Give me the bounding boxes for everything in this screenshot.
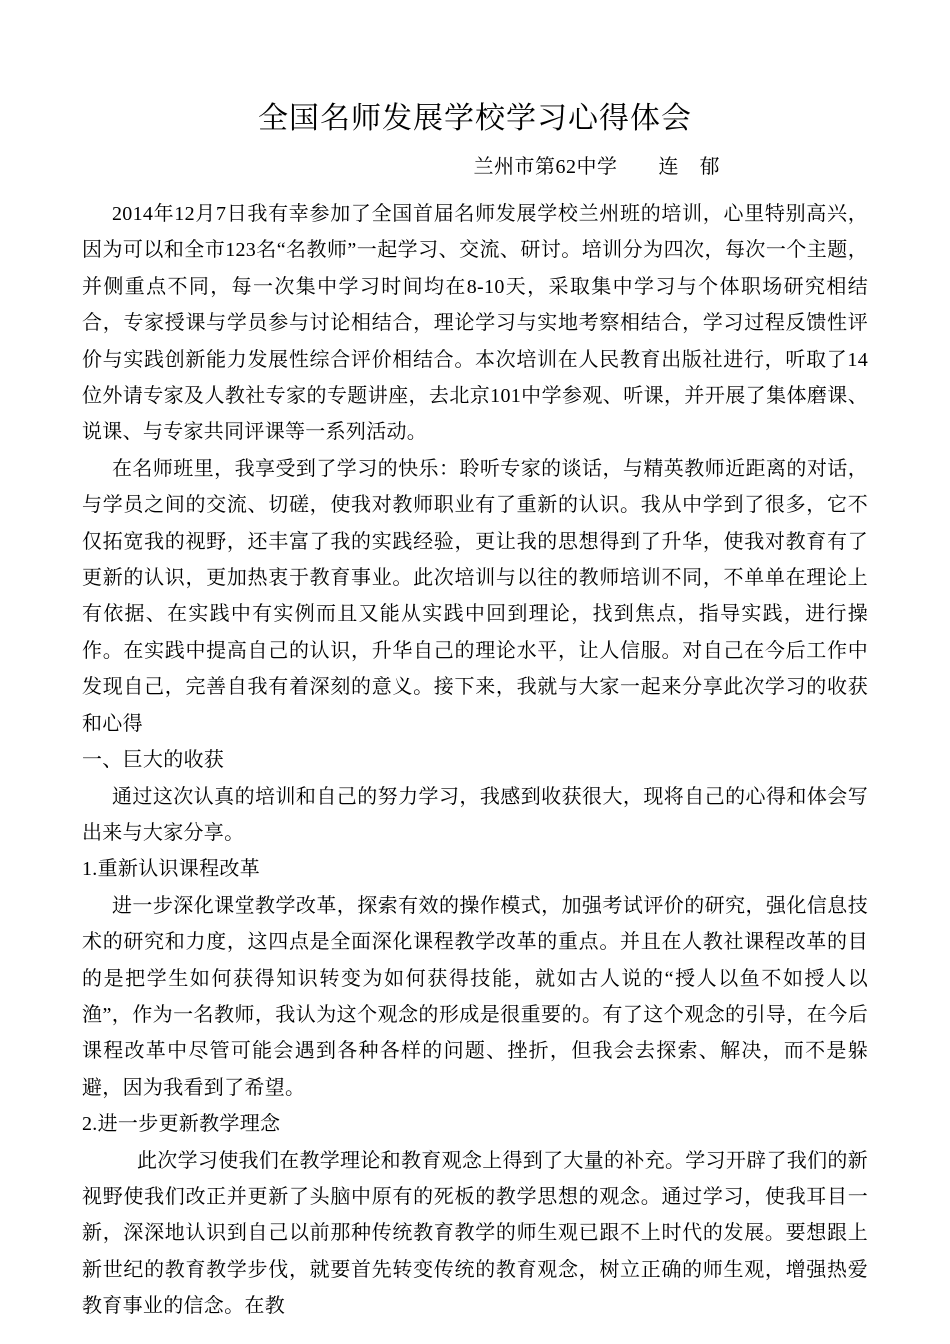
section-heading: 2.进一步更新教学理念 xyxy=(82,1113,281,1136)
byline: 兰州市第62中学 连 郁 xyxy=(473,156,720,178)
document-body xyxy=(82,196,868,1325)
paragraph: 2014年12月7日我有幸参加了全国首届名师发展学校兰州班的培训，心里特别高兴，因为可以和全市123名“名教师”一起学习、交流、研讨。培训分为四次，每次一个主题，并侧重点不同，每一次集中学习时间均在8-10天，采取集中学习与个体职场研究相结合，专家授课与学员参与讨论相结合，理论学习与实地考察相结合，学习过程反馈性评价与实践创新能力发展性综合评价相结合。本次培训在人民教育出版社进行，听取了14位外请专家及人教社专家的专题讲座，去北京101中学参观、听课，并开展了集体磨课、说课、与专家共同评课等一系列活动。 xyxy=(82,203,868,444)
paragraph: 通过这次认真的培训和自己的努力学习，我感到收获很大，现将自己的心得和体会写出来与大家分享。 xyxy=(82,785,868,844)
paragraph: 此次学习使我们在教学理论和教育观念上得到了大量的补充。学习开辟了我们的新视野使我们改正并更新了头脑中原有的死板的教学思想的观念。通过学习，使我耳目一新，深深地认识到自己以前那种传统教育教学的师生观已跟不上时代的发展。要想跟上新世纪的教育教学步伐，就要首先转变传统的教育观念，树立正确的师生观，增强热爱教育事业的信念。在教 xyxy=(82,1149,868,1318)
section-heading: 一、巨大的收获 xyxy=(82,749,225,772)
section-heading: 1.重新认识课程改革 xyxy=(82,858,260,881)
paragraph: 进一步深化课堂教学改革，探索有效的操作模式，加强考试评价的研究，强化信息技术的研究和力度，这四点是全面深化课程教学改革的重点。并且在人教社课程改革的目的是把学生如何获得知识转变为如何获得技能，就如古人说的“授人以鱼不如授人以渔”，作为一名教师，我认为这个观念的形成是很重要的。有了这个观念的引导，在今后课程改革中尽管可能会遇到各种各样的问题、挫折，但我会去探索、解决，而不是躲避，因为我看到了希望。 xyxy=(82,894,868,1099)
paragraph: 在名师班里，我享受到了学习的快乐：聆听专家的谈话，与精英教师近距离的对话，与学员之间的交流、切磋，使我对教师职业有了重新的认识。我从中学到了很多，它不仅拓宽我的视野，还丰富了我的实践经验，更让我的思想得到了升华，使我对教育有了更新的认识，更加热衷于教育事业。此次培训与以往的教师培训不同，不单单在理论上有依据、在实践中有实例而且又能从实践中回到理论，找到焦点，指导实践，进行操作。在实践中提高自己的认识，升华自己的理论水平，让人信服。对自己在今后工作中发现自己，完善自我有着深刻的意义。接下来，我就与大家一起来分享此次学习的收获和心得 xyxy=(82,457,868,735)
page-title: 全国名师发展学校学习心得体会 xyxy=(258,102,692,135)
